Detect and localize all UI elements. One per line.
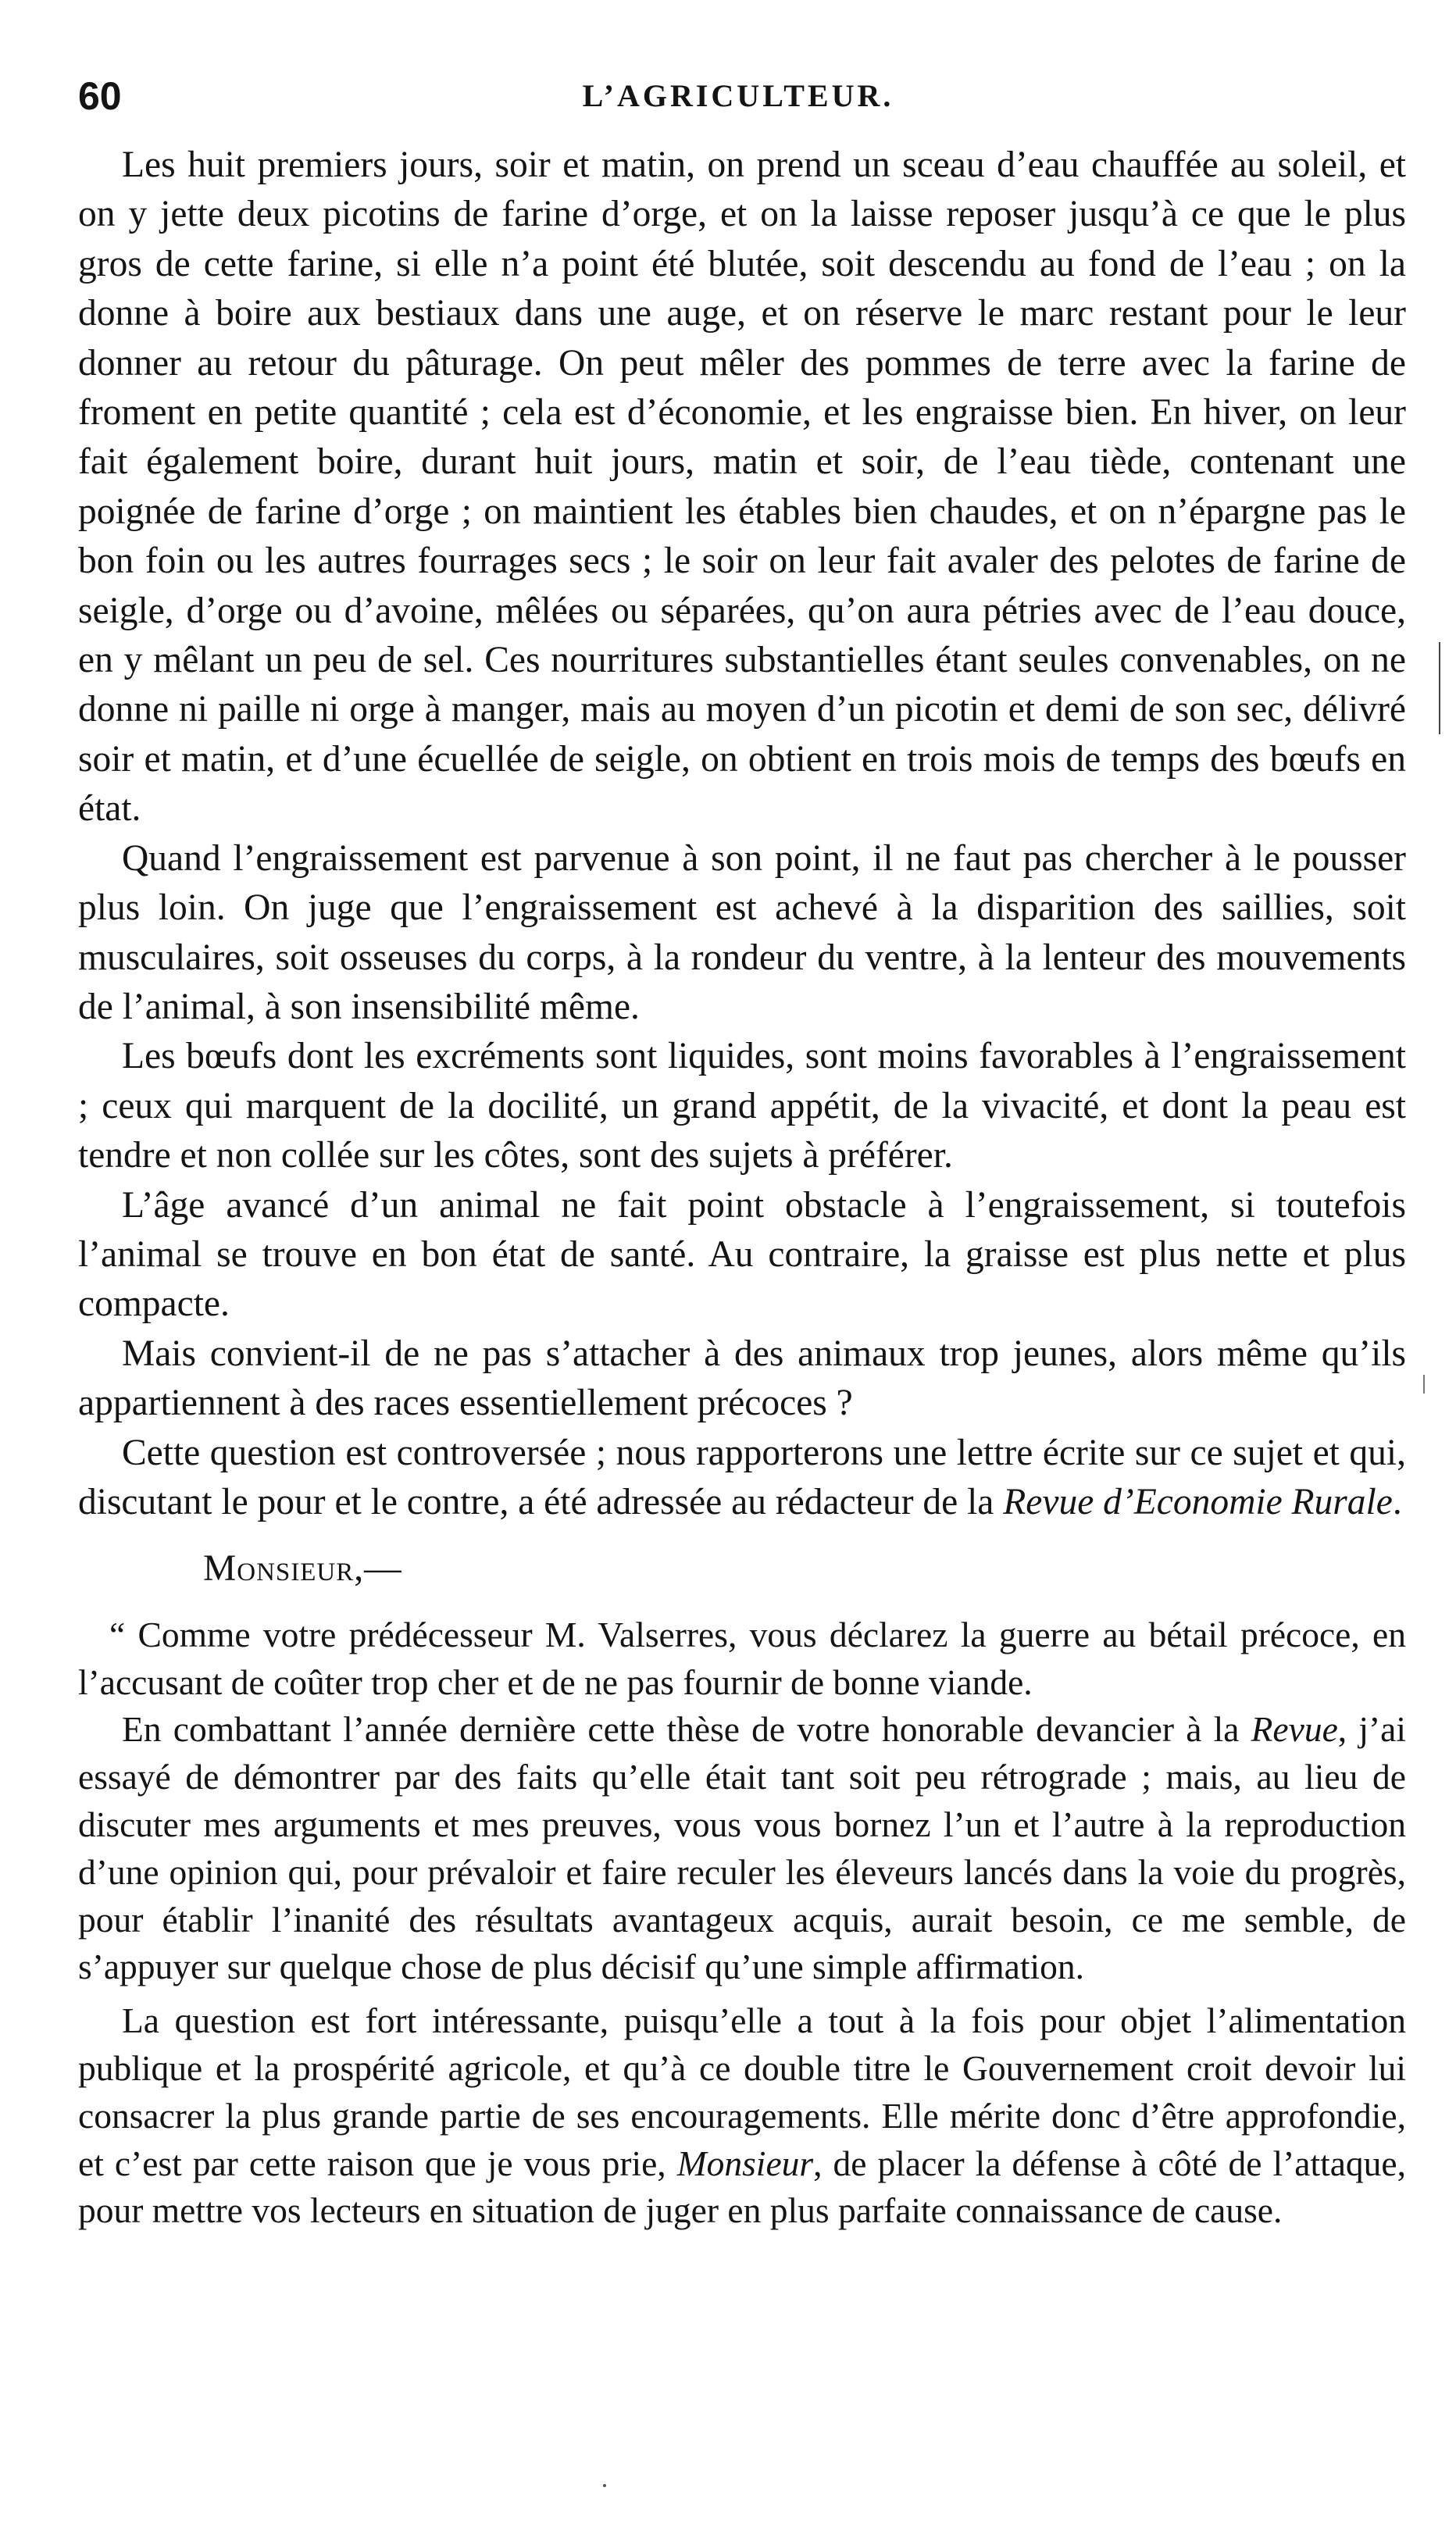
page-header	[78, 69, 1398, 123]
letter-paragraph-3-start: La question est fort intéressante, puisqu’elle a tout à la fois pour objet l’alimentation publique et la prospérité agricole, et qu’à ce double titre le Gouvernement croit devoir lui consacrer la plus grande partie de ses encouragements. Elle mérite donc d’être approfondie, et c’est par cette raison que je vous prie,	[78, 2000, 1406, 2183]
article-body	[78, 141, 1406, 2235]
margin-mark	[1423, 1375, 1425, 1394]
journal-title: Revue d’Economie Rurale	[1003, 1481, 1393, 1522]
letter-paragraph-3-end: , de placer la défense à côté de l’attaque, pour mettre vos lecteurs en situation de juger en plus parfaite connaissance de cause.	[78, 2143, 1406, 2231]
margin-rule	[1439, 642, 1440, 734]
controversy-end: .	[1392, 1481, 1402, 1522]
letter-greeting: Monsieur,—	[203, 1548, 402, 1590]
print-speck	[603, 2484, 606, 2487]
running-title: L’AGRICULTEUR.	[582, 78, 894, 113]
letter-paragraph-2-start: En combattant l’année dernière cette thèse de votre honorable devancier à la	[122, 1709, 1251, 1750]
letter-address: Monsieur	[676, 2143, 814, 2183]
letter-body	[78, 1611, 1406, 2235]
paragraph-young-animals: Mais convient-il de ne pas s’attacher à des animaux trop jeunes, alors même qu’ils appartiennent à des races essentiellement précoces ?	[78, 1333, 1406, 1424]
paragraph-animal-age: L’âge avancé d’un animal ne fait point obstacle à l’engraissement, si toutefois l’animal se trouve en bon état de santé. Au contraire, la graisse est plus nette et plus compacte.	[78, 1184, 1406, 1325]
letter-paragraph-1: “ Comme votre prédécesseur M. Valserres, vous déclarez la guerre au bétail précoce, en l’accusant de coûter trop cher et de ne pas fournir de bonne viande.	[78, 1614, 1406, 1702]
page-number: 60	[78, 74, 122, 118]
paragraph-oxen-selection: Les bœufs dont les excréments sont liquides, sont moins favorables à l’engraissement ; ceux qui marquent de la docilité, un grand appétit, de la vivacité, et dont la peau est tendre et non collée sur les côtes, sont des sujets à préférer.	[78, 1036, 1406, 1176]
letter-paragraph-2	[78, 1706, 1406, 1991]
controversy-text: Cette question est controversée ; nous rapporterons une lettre écrite sur ce sujet et qui, discutant le pour et le contre, a été adressée au rédacteur de la	[78, 1432, 1406, 1522]
paragraph-fattening-end: Quand l’engraissement est parvenue à son point, il ne faut pas chercher à le pousser plus loin. On juge que l’engraissement est achevé à la disparition des saillies, soit musculaires, soit osseuses du corps, à la rondeur du ventre, à la lenteur des mouvements de l’animal, à son insensibilité même.	[78, 837, 1406, 1027]
letter-paragraph-3	[78, 1997, 1406, 2235]
letter-paragraph-2-end: , j’ai essayé de démontrer par des faits qu’elle était tant soit peu rétrograde ; mais, au lieu de discuter mes arguments et mes preuves, vous vous bornez l’un et l’autre à la reproduction d’une opinion qui, pour prévaloir et faire reculer les éleveurs lancés dans la voie du progrès, pour établir l’inanité des résultats avantageux acquis, aurait besoin, ce me semble, de s’appuyer sur quelque chose de plus décisif qu’une simple affirmation.	[78, 1709, 1406, 1987]
paragraph-feeding: Les huit premiers jours, soir et matin, on prend un sceau d’eau chauffée au soleil, et on y jette deux picotins de farine d’orge, et on la laisse reposer jusqu’à ce que le plus gros de cette farine, si elle n’a point été blutée, soit descendu au fond de l’eau ; on la donne à boire aux bestiaux dans une auge, et on réserve le marc restant pour le leur donner au retour du pâturage. On peut mêler des pommes de terre avec la farine de froment en petite quantité ; cela est d’économie, et les engraisse bien. En hiver, on leur fait également boire, durant huit jours, matin et soir, de l’eau tiède, contenant une poignée de farine d’orge ; on maintient les étables bien chaudes, et on n’épargne pas le bon foin ou les autres fourrages secs ; le soir on leur fait avaler des pelotes de farine de seigle, d’orge ou d’avoine, mêlées ou séparées, qu’on aura pétries avec de l’eau douce, en y mêlant un peu de sel. Ces nourritures substantielles étant seules convenables, on ne donne ni paille ni orge à manger, mais au moyen d’un picotin et demi de son sec, délivré soir et matin, et d’une écuellée de seigle, on obtient en trois mois de temps des bœufs en état.	[78, 145, 1406, 830]
paragraph-controversy	[78, 1429, 1406, 1528]
letter-journal-title: Revue	[1251, 1709, 1338, 1750]
